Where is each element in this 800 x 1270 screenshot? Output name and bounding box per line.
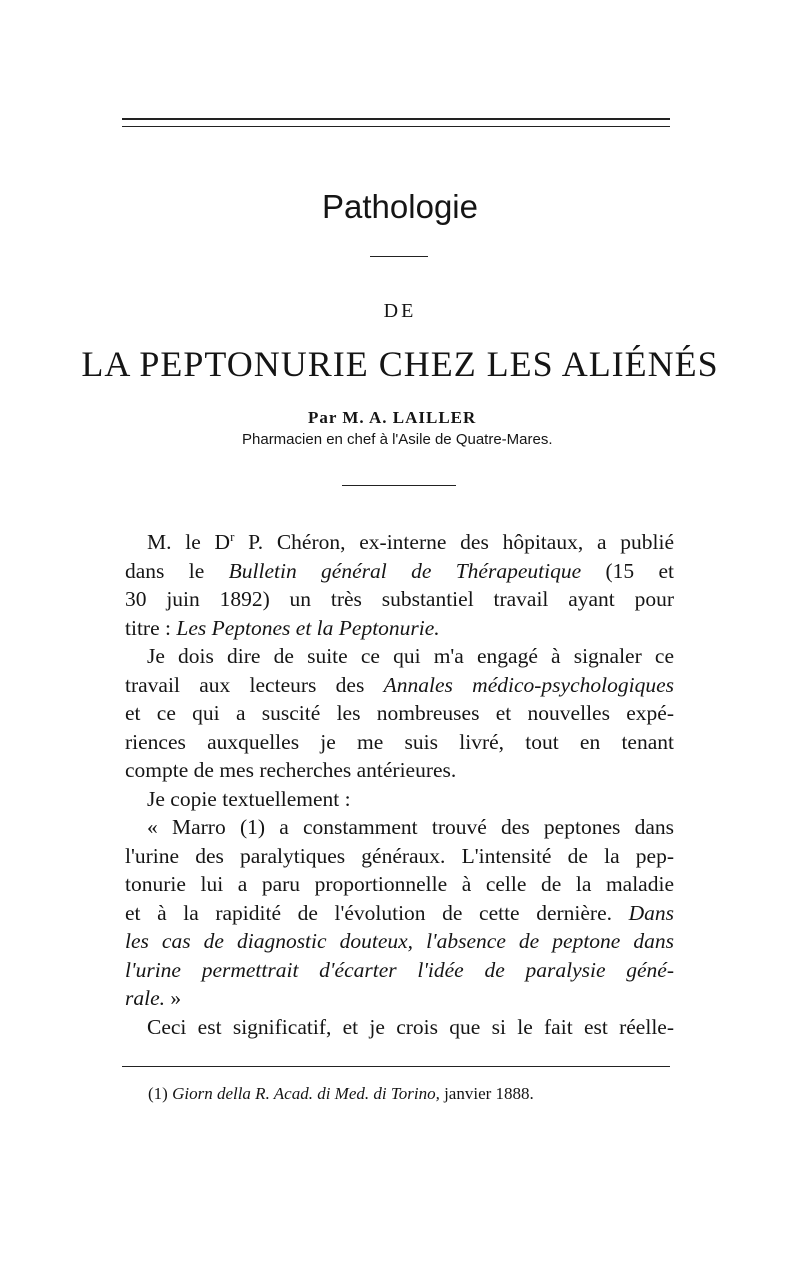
text-line: Je dois dire de suite ce qui m'a engagé à signaler ce [147, 644, 674, 668]
text-line: compte de mes recherches antérieures. [125, 758, 457, 782]
article-title: LA PEPTONURIE CHEZ LES ALIÉNÉS [81, 344, 719, 384]
section-title: Pathologie [322, 188, 478, 225]
top-rule-thin [122, 126, 670, 127]
top-rule [122, 118, 670, 120]
text-line: travail aux lecteurs des Annales médico-psychologiques [125, 672, 674, 697]
quote-line: l'urine permettrait d'écarter l'idée de paralysie géné- [125, 957, 674, 982]
quote-line: rale. » [125, 986, 182, 1010]
footnote-rule [122, 1066, 670, 1067]
article-kicker: DE [383, 300, 417, 322]
quote-line: les cas de diagnostic douteux, l'absence de peptone dans [125, 929, 674, 953]
journal-name: Bulletin général de Thérapeutique [228, 558, 582, 583]
quote-line: et à la rapidité de l'évolution de cette dernière. Dans [125, 900, 674, 925]
text-line: et ce qui a suscité les nombreuses et nouvelles expé- [125, 701, 674, 725]
text-line: Ceci est significatif, et je crois que si le fait est réelle- [147, 1014, 674, 1039]
article-author: Par M. A. LAILLER [308, 408, 477, 427]
text-line: riences auxquelles je me suis livré, tout en tenant [125, 729, 674, 754]
text-line: dans le Bulletin général de Thérapeutique (15 et [125, 558, 674, 583]
quote-line: tonurie lui a paru proportionnelle à celle de la maladie [125, 872, 674, 896]
footnote: (1) Giorn della R. Acad. di Med. di Torino, janvier 1888. [148, 1084, 534, 1103]
quote-line: l'urine des paralytiques généraux. L'intensité de la pep- [125, 843, 674, 868]
journal-name: Annales médico-psychologiques [383, 672, 674, 697]
author-affiliation: Pharmacien en chef à l'Asile de Quatre-Mares. [242, 431, 553, 448]
title-divider [370, 256, 428, 257]
text-line: titre : Les Peptones et la Peptonurie. [125, 615, 440, 640]
text-line: 30 juin 1892) un très substantiel travail ayant pour [125, 587, 674, 611]
footnote-source: Giorn della R. Acad. di Med. di Torino, [172, 1084, 440, 1103]
text-line: M. le $D^r$ P. Chéron, ex-interne des hôpitaux, a publié [147, 529, 674, 554]
article-body [125, 528, 674, 1041]
quote-line: « Marro (1) a constamment trouvé des peptones dans [147, 815, 674, 839]
work-title: Les Peptones et la Peptonurie. [176, 615, 440, 640]
header-divider [342, 485, 456, 486]
text-line: Je copie textuellement : [147, 786, 351, 811]
